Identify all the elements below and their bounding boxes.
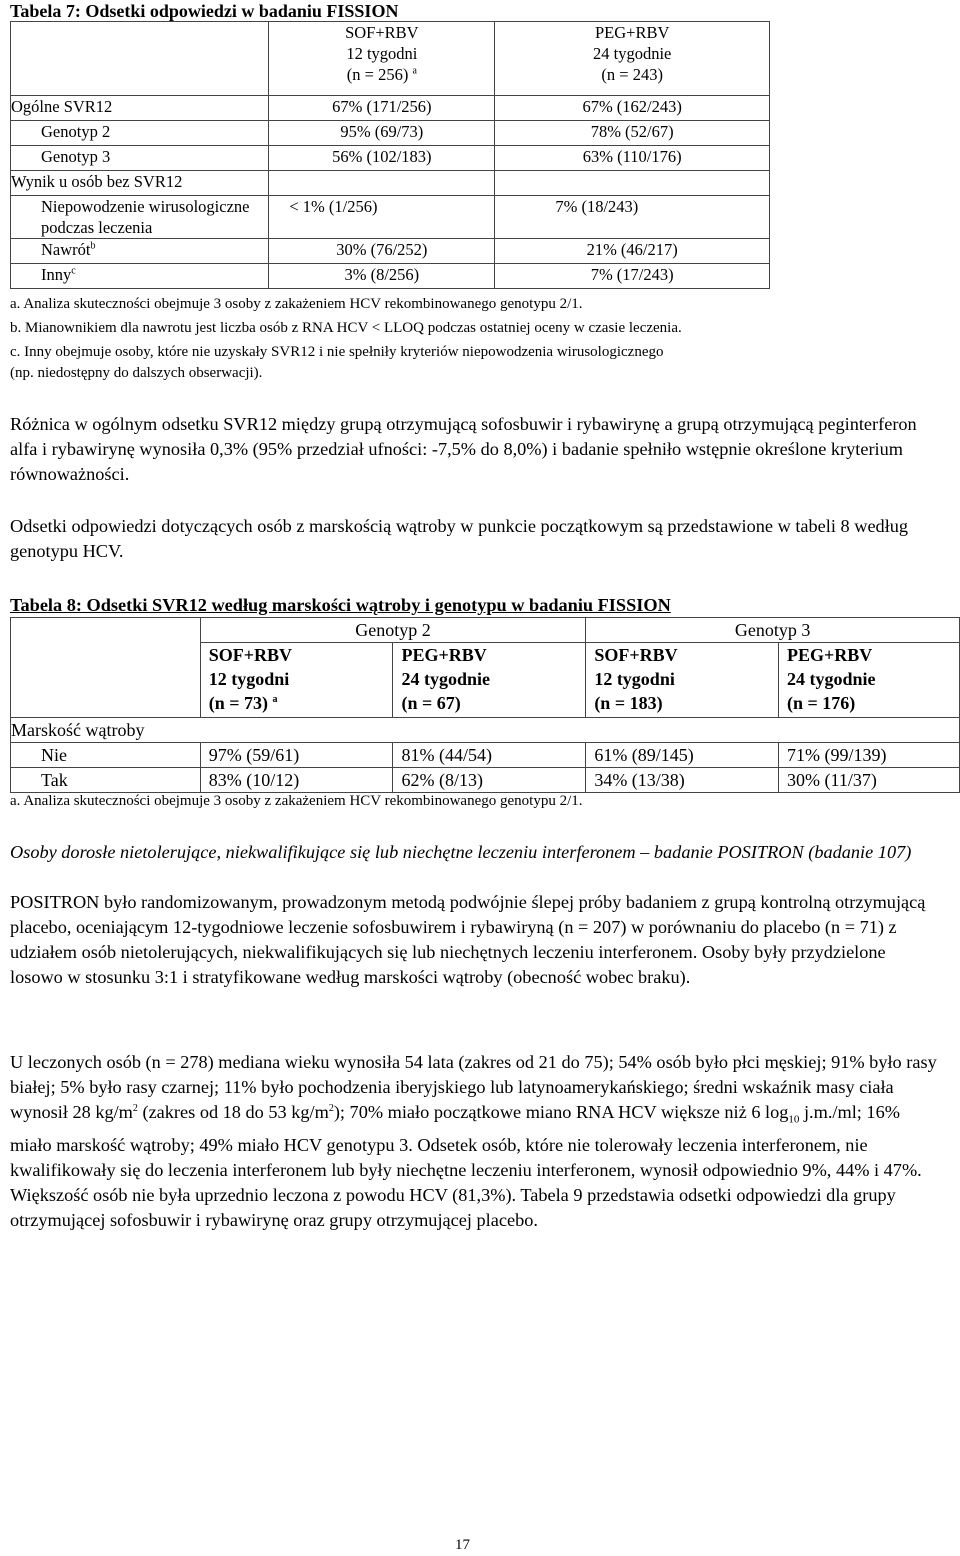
paragraph-difference: Różnica w ogólnym odsetku SVR12 między grupą otrzymującą sofosbuwir i rybawirynę a grupą otrzymującą peginterferon alfa i rybawirynę wynosiła 0,3% (95% przedział ufności: -7,5% do 8,0%) i badanie spełniło wstępnie określone kryterium równoważności. [10, 414, 917, 484]
col-header-line: (n = 176) [787, 693, 856, 713]
row-label-sup: c [71, 265, 76, 277]
positron-paragraph: POSITRON było randomizowanym, prowadzonym metodą podwójnie ślepej próby badaniem z grupą kontrolną otrzymującą placebo, oceniającym 12-tygodniowe leczenie sofosbuwirem i rybawiryną (n = 207) w porównaniu do placebo (n = 71) z udziałem osób nietolerujących, niekwalifikujących się lub niechętnych leczeniu interferonem. Osoby były przydzielone losowo w stosunku 3:1 i stratyfikowane według marskości wątroby (obecność wobec braku). [10, 892, 926, 987]
table7-sof-line2: 12 tygodni [346, 44, 418, 63]
empty-cell [11, 618, 201, 643]
table-row [11, 146, 770, 171]
table8-footnote: a. Analiza skuteczności obejmuje 3 osoby z zakażeniem HCV rekombinowanego genotypu 2/1. [10, 793, 583, 809]
paragraph-cirrhosis: Odsetki odpowiedzi dotyczących osób z marskością wątroby w punkcie początkowym są przedstawione w tabeli 8 według genotypu HCV. [10, 516, 909, 561]
table7-footnote-b: b. Mianownikiem dla nawrotu jest liczba osób z RNA HCV < LLOQ podczas ostatniej oceny w czasie leczenia. [10, 320, 682, 336]
col-header-line: PEG+RBV [787, 645, 873, 665]
table-row [11, 239, 770, 264]
col-header-sup: a [272, 694, 278, 705]
table7-header-sof [269, 22, 495, 96]
row-sof: 95% (69/73) [269, 121, 495, 146]
table7-sof-n: (n = 256) [346, 65, 409, 84]
text-span: U leczonych osób (n = 278) mediana wieku wynosiła 54 lata (zakres od 21 do 75); 54% osób było płci męskiej; 91% było rasy białej; 5% było rasy czarnej; 11% było pochodzenia iberyjskiego lub latynoamerykańskiego; średni wskaźnik masy ciała wynosił 28 kg/m [10, 1052, 937, 1122]
table-row [11, 96, 770, 121]
row-peg: 7% (18/243) [495, 196, 770, 239]
row-label: Genotyp 3 [11, 146, 269, 171]
table-row [11, 171, 770, 196]
row-label-text: Inny [41, 265, 72, 284]
cell-value: 61% (89/145) [586, 743, 779, 768]
empty-cell [495, 171, 770, 196]
cell-value: 81% (44/54) [393, 743, 586, 768]
empty-cell [11, 643, 201, 718]
row-label: Ogólne SVR12 [11, 96, 269, 121]
table7-header-peg [495, 22, 770, 96]
col-header-line: SOF+RBV [208, 645, 293, 665]
col-header-line: 12 tygodni [594, 669, 675, 689]
table-row [11, 121, 770, 146]
superscript: 2 [132, 1102, 138, 1114]
cell-value: 30% (11/37) [779, 768, 960, 793]
col-header [393, 643, 586, 718]
table-row [11, 264, 770, 289]
text-span: (zakres od 18 do 53 kg/m [137, 1102, 329, 1122]
table8 [10, 617, 960, 793]
table7-footnote-c-cont: (np. niedostępny do dalszych obserwacji). [10, 365, 263, 381]
table-row [11, 196, 770, 239]
row-peg: 67% (162/243) [495, 96, 770, 121]
table7-sof-sup: a [412, 65, 417, 77]
col-header-line: (n = 183) [594, 693, 663, 713]
row-peg: 63% (110/176) [495, 146, 770, 171]
col-header [200, 643, 393, 718]
col-header [779, 643, 960, 718]
table7-peg-line3: (n = 243) [601, 65, 663, 84]
text-span: ); 70% miało początkowe miano RNA HCV większe niż 6 log [333, 1102, 789, 1122]
section-label: Wynik u osób bez SVR12 [11, 171, 269, 196]
row-sof: 30% (76/252) [269, 239, 495, 264]
row-sof: 56% (102/183) [269, 146, 495, 171]
table7-title: Tabela 7: Odsetki odpowiedzi w badaniu FISSION [10, 1, 399, 21]
col-header-line [209, 691, 393, 715]
empty-cell [269, 171, 495, 196]
row-peg: 78% (52/67) [495, 121, 770, 146]
row-label: Tak [11, 768, 201, 793]
row-sof: 67% (171/256) [269, 96, 495, 121]
row-label: Genotyp 2 [11, 121, 269, 146]
cell-value: 97% (59/61) [200, 743, 393, 768]
row-label-text: Nawrót [41, 240, 91, 259]
demographics-paragraph [10, 1050, 940, 1233]
genotype2-header: Genotyp 2 [200, 618, 586, 643]
col-header-line: 12 tygodni [208, 669, 290, 689]
col-header-line: PEG+RBV [401, 645, 487, 665]
row-label [11, 264, 269, 289]
table7-sof-line3 [269, 64, 494, 85]
table7-header-empty [11, 22, 269, 96]
cell-value: 62% (8/13) [393, 768, 586, 793]
row-sof: 3% (8/256) [269, 264, 495, 289]
row-label-sup: b [90, 240, 96, 252]
row-peg: 21% (46/217) [495, 239, 770, 264]
table-row [11, 768, 960, 793]
col-header-line: 24 tygodnie [787, 669, 876, 689]
row-sof: < 1% (1/256) [269, 196, 495, 239]
superscript: 2 [328, 1102, 334, 1114]
table7 [10, 21, 770, 289]
row-label [11, 239, 269, 264]
row-label: Niepowodzenie wirusologiczne podczas leczenia [11, 196, 269, 239]
row-header: Marskość wątroby [11, 718, 960, 743]
row-label: Nie [11, 743, 201, 768]
cell-value: 71% (99/139) [779, 743, 960, 768]
table7-peg-line2: 24 tygodnie [592, 44, 672, 63]
col-header-line: (n = 67) [401, 693, 461, 713]
table7-peg-line1: PEG+RBV [594, 23, 670, 42]
subscript: 10 [788, 1113, 800, 1126]
table8-title: Tabela 8: Odsetki SVR12 według marskości wątroby i genotypu w badaniu FISSION [10, 595, 671, 615]
text-span: j.m./ml; 16% miało marskość wątroby; 49% miało HCV genotypu 3. Odsetek osób, które nie tolerowały leczenia interferonem, nie kwalifikowały się do leczenia interferonem lub były niechętne leczeniu interferonem, wynosił odpowiednio 9%, 44% i 47%. Większość osób nie była uprzednio leczona z powodu HCV (81,3%). Tabela 9 przedstawia odsetki odpowiedzi dla grupy otrzymującej sofosbuwir i rybawirynę oraz grupy otrzymującej placebo. [10, 1102, 922, 1230]
col-header [586, 643, 779, 718]
table7-footnote-a: a. Analiza skuteczności obejmuje 3 osoby z zakażeniem HCV rekombinowanego genotypu 2/1. [10, 296, 583, 312]
table-row [11, 743, 960, 768]
cell-value: 34% (13/38) [586, 768, 779, 793]
page-number: 17 [455, 1537, 470, 1553]
cell-value: 83% (10/12) [200, 768, 393, 793]
col-header-line: 24 tygodnie [401, 669, 490, 689]
col-header-n: (n = 73) [208, 693, 269, 713]
table7-sof-line1: SOF+RBV [345, 23, 419, 42]
genotype3-header: Genotyp 3 [586, 618, 960, 643]
col-header-line: SOF+RBV [594, 645, 678, 665]
table7-footnote-c: c. Inny obejmuje osoby, które nie uzyskały SVR12 i nie spełniły kryteriów niepowodzenia wirusologicznego [10, 344, 664, 360]
row-peg: 7% (17/243) [495, 264, 770, 289]
positron-heading: Osoby dorosłe nietolerujące, niekwalifikujące się lub niechętne leczeniu interferonem – badanie POSITRON (badanie 107) [10, 842, 912, 862]
